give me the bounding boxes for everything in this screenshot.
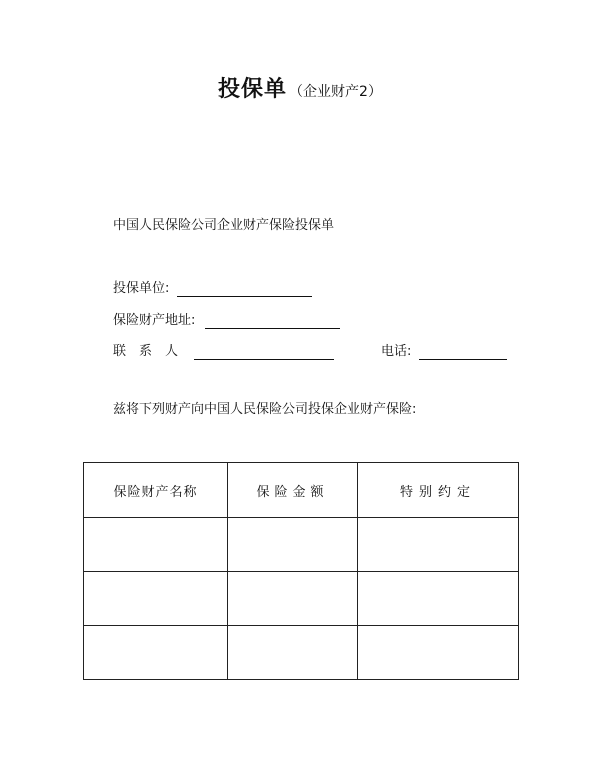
phone-field [381, 344, 507, 360]
contact-person-blank[interactable] [194, 345, 334, 360]
property-address-blank[interactable] [205, 314, 340, 329]
insurance-statement: 兹将下列财产向中国人民保险公司投保企业财产保险: [113, 402, 417, 417]
contact-person-field [113, 344, 334, 360]
table-cell[interactable] [358, 518, 519, 572]
table-cell[interactable] [358, 572, 519, 626]
table-cell[interactable] [84, 626, 228, 680]
contact-person-label: 联系人 [113, 344, 192, 359]
insured-unit-blank[interactable] [177, 282, 312, 297]
insured-unit-field [113, 281, 312, 297]
table-row [84, 626, 519, 680]
column-header-insured-amount: 保险金额 [228, 463, 358, 518]
phone-label: 电话: [381, 344, 412, 359]
table-row [84, 518, 519, 572]
property-address-field [113, 313, 340, 329]
insured-property-table [83, 462, 519, 680]
property-address-label: 保险财产地址: [113, 313, 196, 328]
insured-unit-label: 投保单位: [113, 281, 170, 296]
table-cell[interactable] [84, 518, 228, 572]
table-cell[interactable] [228, 518, 358, 572]
form-title [0, 72, 600, 103]
table-cell[interactable] [228, 626, 358, 680]
form-title-main: 投保单 [218, 77, 288, 102]
form-heading: 中国人民保险公司企业财产保险投保单 [113, 218, 335, 233]
column-header-special-terms: 特别约定 [358, 463, 519, 518]
table-cell[interactable] [358, 626, 519, 680]
table-cell[interactable] [228, 572, 358, 626]
table-row [84, 572, 519, 626]
phone-blank[interactable] [419, 345, 507, 360]
table-cell[interactable] [84, 572, 228, 626]
form-title-subtitle: （企业财产2） [289, 84, 382, 100]
column-header-property-name: 保险财产名称 [84, 463, 228, 518]
table-header-row [84, 463, 519, 518]
